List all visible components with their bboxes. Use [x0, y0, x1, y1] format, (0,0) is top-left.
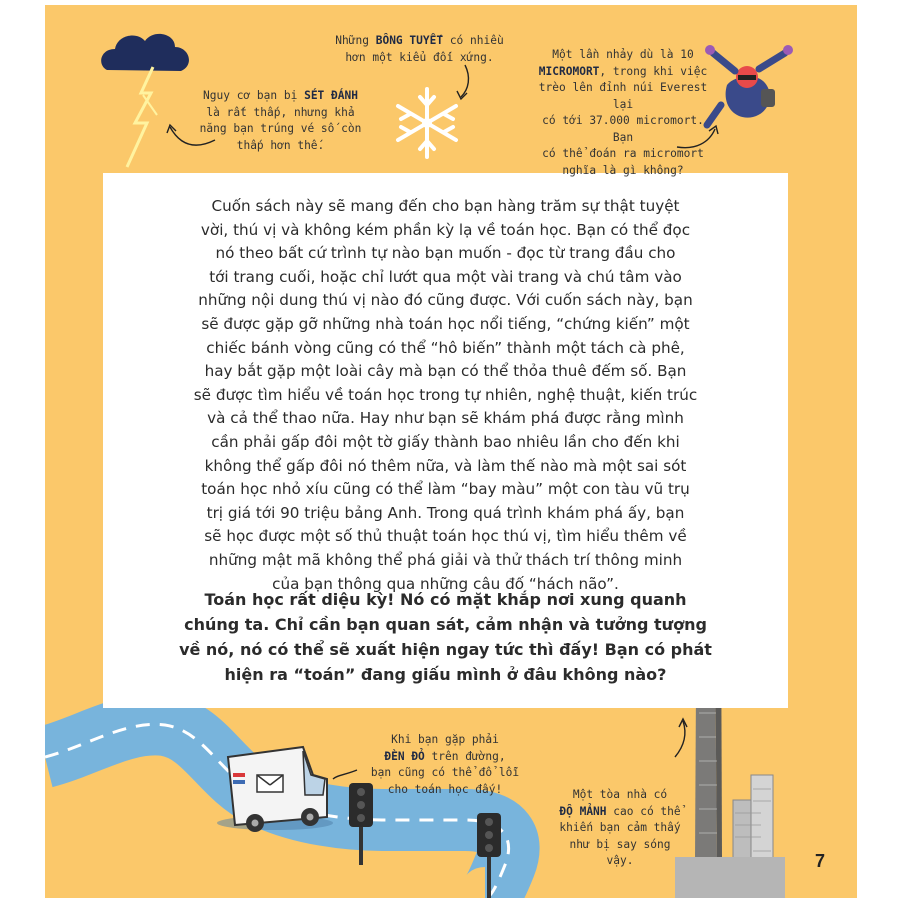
snowflake-icon — [398, 89, 456, 157]
skydiver-icon — [705, 45, 793, 125]
book-page — [45, 5, 857, 898]
highlight-paragraph: Toán học rất diệu kỳ! Nó có mặt khắp nơi xung quanh chúng ta. Chỉ cần bạn quan sát, cảm nhận và tưởng tượng về nó, nó có thể sẽ xuất hiện ngay tức thì đấy! Bạn có phát hiện ra “toán” đang giấu mình ở đâu không nào? — [179, 590, 712, 684]
intro-paragraph: Cuốn sách này sẽ mang đến cho bạn hàng trăm sự thật tuyệt vời, thú vị và không kém phần kỳ lạ về toán học. Bạn có thể đọc nó theo bất cứ trình tự nào bạn muốn - đọc từ trang đầu cho tới trang cuối, hoặc chỉ lướt qua một vài trang và chú tâm vào những nội dung thú vị nào đó cũng được. Với cuốn sách này, bạn sẽ được gặp gỡ những nhà toán học nổi tiếng, “chứng kiến” một chiếc bánh vòng cũng có thể “hô biến” thành một tách cà phê, hay bắt gặp một loài cây mà bạn có thể thỏa thuê đếm số. Bạn sẽ được tìm hiểu về toán học trong tự nhiên, nghệ thuật, kiến trúc và cả thể thao nữa. Hay như bạn sẽ khám phá được rằng mình cần phải gấp đôi một tờ giấy thành bao nhiêu lần cho đến khi không thể gấp đôi nó thêm nữa, và làm thế nào mà một sai sót toán học nhỏ xíu cũng có thể làm “bay màu” một con tàu vũ trụ trị giá tới 90 triệu bảng Anh. Trong quá trình khám phá ấy, bạn sẽ học được một số thủ thuật toán học thú vị, tìm hiểu thêm về những mật mã không thể phá giải và thử thách trí thông minh của bạn thông qua những câu đố “hách não”. — [193, 197, 698, 593]
snowflake-fact: Những BÔNG TUYẾT có nhiều hơn một kiểu đối xứng. — [335, 34, 504, 64]
lightning-fact: Nguy cơ bạn bị SÉT ĐÁNH là rất thấp, nhưng khả năng bạn trúng vé số còn thấp hơn thế. — [199, 89, 362, 152]
building-fact: Một tòa nhà có ĐỘ MẢNH cao có thể khiến bạn cảm thấy như bị say sóng vậy. — [559, 788, 681, 867]
skydive-fact: Một lần nhảy dù là 10 MICROMORT, trong khi việc trèo lên đỉnh núi Everest lại có tới 37.000 micromort. Bạn có thể đoán ra micromort nghĩa là gì không? — [538, 48, 708, 177]
storm-cloud-icon — [101, 34, 189, 167]
van-icon — [217, 747, 333, 832]
traffic-light-fact: Khi bạn gặp phải ĐÈN ĐỎ trên đường, bạn cũng có thể đổ lỗi cho toán học đấy! — [370, 733, 520, 796]
page-number: 7 — [815, 851, 826, 871]
